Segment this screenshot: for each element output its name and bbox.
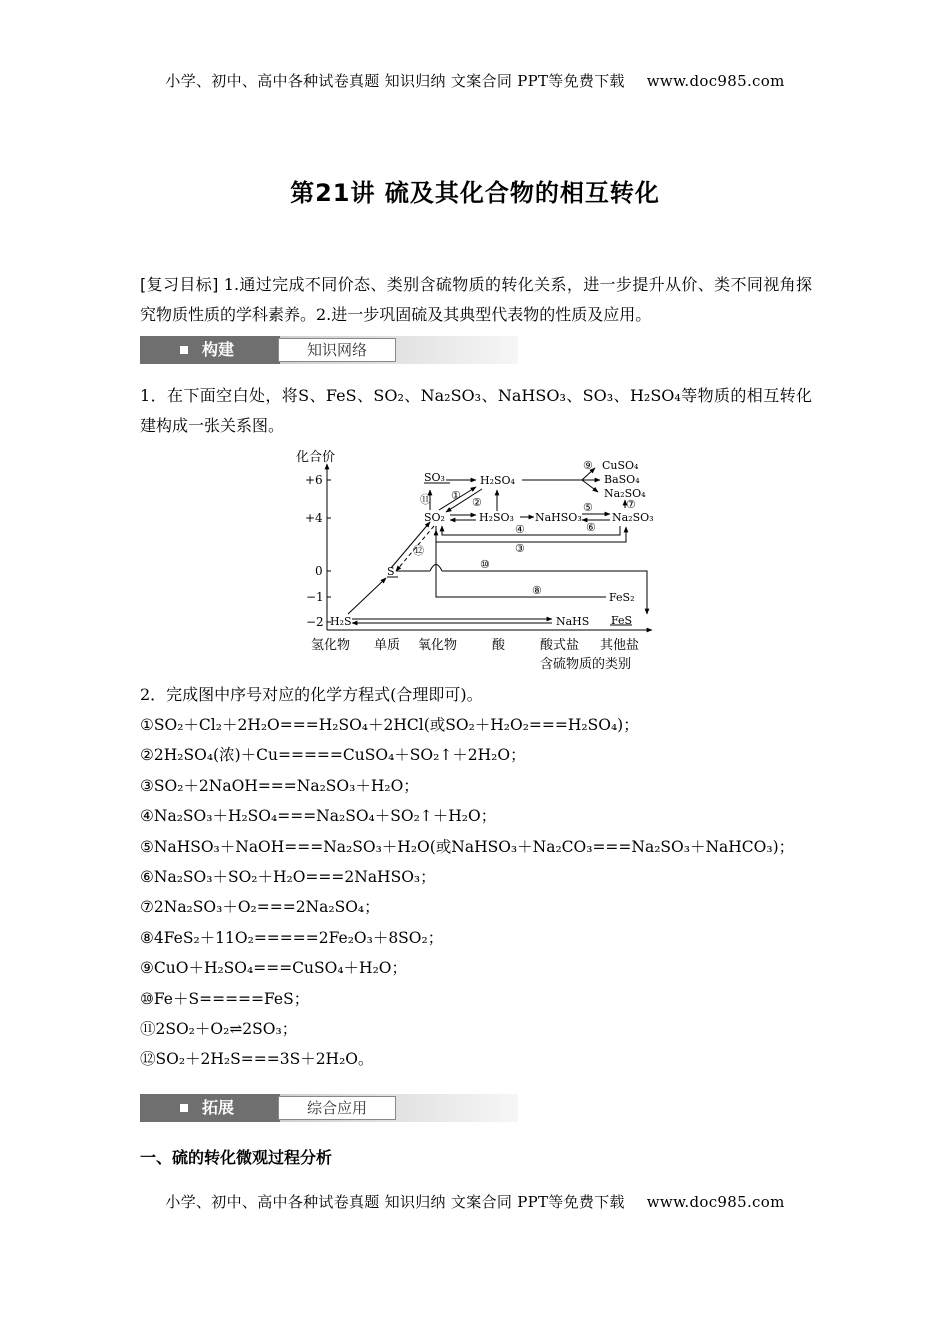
header-text: 小学、初中、高中各种试卷真题 知识归纳 文案合同 PPT等免费下载 (165, 72, 625, 90)
x-category-label: 酸式盐 (540, 638, 580, 653)
species-label: Na₂SO₄ (604, 487, 646, 500)
y-tick-label: +6 (305, 473, 323, 487)
equation-line: ⑩Fe＋S=====FeS； (140, 989, 310, 1008)
reaction-marker: ⑧ (532, 584, 542, 597)
species-label: FeS₂ (609, 591, 635, 604)
reaction-marker: ⑪ (420, 493, 431, 506)
species-label: SO₃ (424, 471, 445, 484)
reaction-marker: ⑨ (583, 459, 593, 472)
reaction-marker: ① (451, 489, 461, 502)
header-site: www.doc985.com (646, 72, 785, 90)
banner-light-label: 知识网络 (278, 338, 396, 362)
goals-tag: [复习目标] (140, 275, 219, 294)
footer-site: www.doc985.com (646, 1193, 785, 1211)
goals-text: 1.通过完成不同价态、类别含硫物质的转化关系，进一步提升从价、类不同视角探究物质性质的学科素养。2.进一步巩固硫及其典型代表物的性质及应用。 (140, 275, 812, 324)
species-label: CuSO₄ (602, 459, 639, 472)
equation-line: ③SO₂＋2NaOH===Na₂SO₃＋H₂O； (140, 776, 419, 795)
banner-dark-label: 构建 (202, 340, 235, 359)
footer-text: 小学、初中、高中各种试卷真题 知识归纳 文案合同 PPT等免费下载 (165, 1193, 625, 1211)
square-bullet-icon (180, 346, 188, 354)
equation-line: ①SO₂＋Cl₂＋2H₂O===H₂SO₄＋2HCl(或SO₂＋H₂O₂===H₂SO₄)； (140, 716, 639, 734)
y-axis-title: 化合价 (296, 450, 336, 465)
x-category-label: 单质 (374, 638, 401, 653)
section-banner-build (140, 336, 518, 364)
equation-line: ⑤NaHSO₃＋NaOH===Na₂SO₃＋H₂O(或NaHSO₃＋Na₂CO₃===Na₂SO₃＋NaHCO₃)； (140, 837, 795, 856)
page-footer (0, 1191, 950, 1212)
reaction-marker: ⑦ (626, 498, 636, 511)
sulfur-conversion-diagram (290, 438, 660, 676)
y-tick-label: −1 (306, 590, 324, 604)
equation-line: ⑦2Na₂SO₃＋O₂===2Na₂SO₄； (140, 898, 380, 917)
y-tick-label: −2 (306, 615, 324, 629)
species-label: S (387, 565, 395, 578)
y-tick-label: +4 (305, 511, 323, 525)
reaction-marker: ② (472, 496, 482, 509)
reaction-marker: ④ (515, 523, 525, 536)
reaction-marker: ⑥ (586, 521, 596, 534)
page-title: 第21讲 硫及其化合物的相互转化 (290, 179, 660, 207)
equation-line: ⑨CuO＋H₂SO₄===CuSO₄＋H₂O； (140, 959, 407, 978)
species-label: H₂SO₃ (479, 511, 514, 524)
review-goals (140, 270, 812, 330)
equation-line: ⑪2SO₂＋O₂⇌2SO₃； (140, 1019, 298, 1038)
square-bullet-icon (180, 1104, 188, 1112)
question-2: 2．完成图中序号对应的化学方程式(合理即可)。 (140, 685, 483, 704)
species-label: Na₂SO₃ (612, 511, 654, 524)
x-category-label: 氧化物 (418, 638, 458, 653)
species-label: NaHS (556, 615, 590, 628)
banner-dark-label: 拓展 (202, 1098, 235, 1117)
banner-light-label: 综合应用 (278, 1096, 396, 1120)
species-label: NaHSO₃ (535, 511, 582, 524)
x-category-label: 氢化物 (311, 638, 351, 653)
section-heading: 一、硫的转化微观过程分析 (140, 1148, 333, 1167)
equation-line: ④Na₂SO₃＋H₂SO₄===Na₂SO₄＋SO₂↑＋H₂O； (140, 807, 497, 826)
reaction-marker: ⑫ (413, 544, 424, 557)
x-category-label: 酸 (492, 638, 506, 653)
equation-line: ⑥Na₂SO₃＋SO₂＋H₂O===2NaHSO₃； (140, 867, 436, 886)
equation-line: ②2H₂SO₄(浓)＋Cu=====CuSO₄＋SO₂↑＋2H₂O； (140, 746, 526, 765)
question-1: 1．在下面空白处，将S、FeS、SO₂、Na₂SO₃、NaHSO₃、SO₃、H₂SO₄等物质的相互转化建构成一张关系图。 (140, 386, 812, 435)
page-header (0, 70, 950, 91)
equation-list (140, 710, 840, 1075)
y-tick-label: 0 (315, 564, 323, 578)
x-axis-title: 含硫物质的类别 (540, 657, 632, 672)
reaction-marker: ③ (515, 542, 525, 555)
equation-line: ⑧4FeS₂＋11O₂=====2Fe₂O₃＋8SO₂； (140, 928, 444, 947)
species-label: H₂S (330, 615, 352, 628)
species-label: BaSO₄ (604, 473, 640, 486)
reaction-marker: ⑩ (480, 558, 490, 571)
reaction-marker: ⑤ (583, 501, 593, 514)
equation-line: ⑫SO₂＋2H₂S===3S＋2H₂O。 (140, 1050, 374, 1069)
x-category-label: 其他盐 (600, 638, 640, 653)
species-label: FeS (611, 614, 633, 627)
species-label: SO₂ (424, 511, 445, 524)
species-label: H₂SO₄ (480, 474, 515, 487)
section-banner-extend (140, 1094, 518, 1122)
